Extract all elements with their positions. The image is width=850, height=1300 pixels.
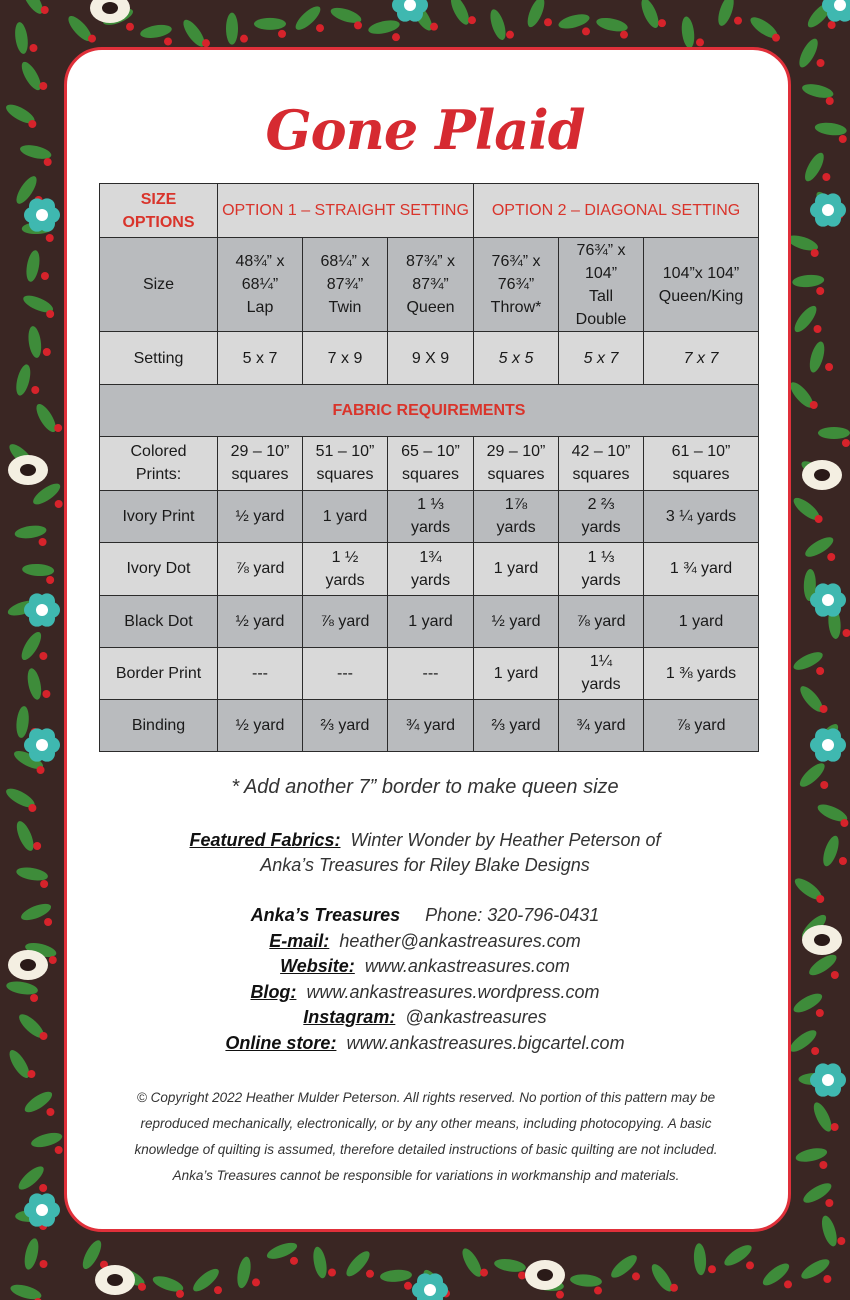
queen-size-footnote: * Add another 7” border to make queen size (231, 776, 619, 798)
flower-center (36, 209, 48, 221)
table-cell: 51 – 10” squares (303, 437, 388, 490)
leaf-shape (226, 13, 238, 45)
berry-dot (55, 1146, 63, 1154)
berry-dot (825, 363, 833, 371)
berry-dot (814, 325, 822, 333)
table-cell: 1 ½ yards (303, 542, 388, 595)
table-row (100, 490, 759, 542)
berry-dot (772, 34, 780, 42)
size-row (100, 238, 759, 332)
table-cell: 1 yard (388, 595, 474, 647)
berry-dot (252, 1278, 260, 1286)
table-cell: ⅞ yard (559, 595, 644, 647)
option-2-header: OPTION 2 – DIAGONAL SETTING (474, 184, 759, 238)
berry-dot (819, 1161, 827, 1169)
berry-dot (734, 17, 742, 25)
berry-dot (480, 1269, 488, 1277)
berry-dot (214, 1286, 222, 1294)
flower-center (822, 594, 834, 606)
berry-dot (328, 1269, 336, 1277)
berry-dot (827, 553, 835, 561)
berry-dot (39, 538, 47, 546)
leaf-shape (254, 18, 286, 30)
berry-dot (837, 1237, 845, 1245)
berry-dot (696, 38, 704, 46)
ivory-flower-center (102, 2, 118, 14)
berry-dot (316, 24, 324, 32)
flower-center (36, 604, 48, 616)
berry-dot (828, 21, 836, 29)
berry-dot (658, 19, 666, 27)
berry-dot (816, 287, 824, 295)
instagram-label: Instagram: (303, 1007, 396, 1027)
berry-dot (55, 500, 63, 508)
berry-dot (278, 30, 286, 38)
table-cell: --- (388, 647, 474, 699)
table-cell: 1 ⅓ yards (559, 542, 644, 595)
table-cell: 29 – 10” squares (474, 437, 559, 490)
ivory-flower-center (107, 1274, 123, 1286)
flower-center (822, 739, 834, 751)
berry-dot (164, 37, 172, 45)
berry-dot (54, 424, 62, 432)
berry-dot (820, 705, 828, 713)
size-cell: 87¾” x 87¾” Queen (388, 238, 474, 332)
berry-dot (556, 1291, 564, 1299)
berry-dot (39, 652, 47, 660)
row-label: Ivory Dot (100, 542, 218, 595)
setting-cell: 7 x 9 (303, 332, 388, 385)
berry-dot (468, 16, 476, 24)
table-cell: 42 – 10” squares (559, 437, 644, 490)
berry-dot (518, 1271, 526, 1279)
berry-dot (632, 1272, 640, 1280)
berry-dot (354, 21, 362, 29)
row-label: Colored Prints: (100, 437, 218, 490)
size-cell: 104”x 104” Queen/King (644, 238, 759, 332)
setting-cell: 5 x 7 (218, 332, 303, 385)
featured-line-1: Winter Wonder by Heather Peterson of (350, 830, 661, 850)
table-cell: ⅔ yard (303, 699, 388, 751)
table-cell: 1 ⅓ yards (388, 490, 474, 542)
flower-center (36, 739, 48, 751)
table-cell: ⅔ yard (474, 699, 559, 751)
phone: Phone: 320-796-0431 (425, 905, 600, 925)
berry-dot (28, 804, 36, 812)
berry-dot (708, 1265, 716, 1273)
berry-dot (27, 1070, 35, 1078)
table-cell: ⅞ yard (303, 595, 388, 647)
table-row (100, 542, 759, 595)
berry-dot (46, 576, 54, 584)
berry-dot (40, 880, 48, 888)
berry-dot (810, 401, 818, 409)
contact-block (0, 903, 850, 1056)
email-link[interactable]: heather@ankastreasures.com (339, 930, 581, 951)
table-cell: 1¼ yards (559, 647, 644, 699)
table-cell: 29 – 10” squares (218, 437, 303, 490)
table-cell: ⅞ yard (218, 542, 303, 595)
row-label: Border Print (100, 647, 218, 699)
flower-center (424, 1284, 436, 1296)
berry-dot (831, 1123, 839, 1131)
table-row (100, 437, 759, 490)
instagram-handle[interactable]: @ankastreasures (405, 1007, 547, 1027)
berry-dot (823, 1275, 831, 1283)
table-cell: ½ yard (218, 490, 303, 542)
store-label: Online store: (225, 1032, 337, 1053)
berry-dot (42, 690, 50, 698)
berry-dot (126, 23, 134, 31)
berry-dot (41, 272, 49, 280)
table-cell: ½ yard (474, 595, 559, 647)
berry-dot (138, 1283, 146, 1291)
table-cell: --- (218, 647, 303, 699)
blog-link[interactable]: www.ankastreasures.wordpress.com (306, 981, 600, 1002)
setting-cell: 9 X 9 (388, 332, 474, 385)
flower-center (822, 1074, 834, 1086)
berry-dot (825, 1199, 833, 1207)
table-cell: 65 – 10” squares (388, 437, 474, 490)
berry-dot (811, 249, 819, 257)
berry-dot (842, 439, 850, 447)
size-cell: 68¼” x 87¾” Twin (303, 238, 388, 332)
berry-dot (404, 1282, 412, 1290)
fabric-requirements-heading: FABRIC REQUIREMENTS (100, 385, 759, 437)
berry-dot (506, 31, 514, 39)
berry-dot (40, 1260, 48, 1268)
size-cell: 48¾” x 68¼” Lap (218, 238, 303, 332)
berry-dot (31, 386, 39, 394)
ivory-flower-center (814, 469, 830, 481)
blog-label: Blog: (250, 981, 297, 1002)
copyright-line: reproduced mechanically, electronically, or by any other means, including photocopying. A basic (140, 1116, 712, 1131)
setting-row (100, 332, 759, 385)
table-cell: 1 yard (303, 490, 388, 542)
berry-dot (37, 766, 45, 774)
table-cell: 3 ¼ yards (644, 490, 759, 542)
email-label: E-mail: (269, 930, 330, 951)
copyright-line: Anka’s Treasures cannot be responsible for variations in workmanship and materials. (172, 1168, 680, 1183)
berry-dot (41, 6, 49, 14)
table-cell: ⅞ yard (644, 699, 759, 751)
fabric-requirements-table (99, 183, 759, 752)
berry-dot (88, 35, 96, 43)
row-label: Black Dot (100, 595, 218, 647)
berry-dot (39, 1184, 47, 1192)
berry-dot (784, 1280, 792, 1288)
berry-dot (366, 1270, 374, 1278)
featured-label: Featured Fabrics: (189, 830, 341, 850)
copyright-line: © Copyright 2022 Heather Mulder Peterson. All rights reserved. No portion of this pattern may be (136, 1090, 716, 1105)
berry-dot (822, 173, 830, 181)
berry-dot (816, 667, 824, 675)
option-1-header: OPTION 1 – STRAIGHT SETTING (218, 184, 474, 238)
berry-dot (620, 31, 628, 39)
berry-dot (240, 35, 248, 43)
berry-dot (290, 1257, 298, 1265)
berry-dot (815, 515, 823, 523)
website-link[interactable]: www.ankastreasures.com (364, 956, 570, 976)
size-cell: 76¾” x 104” Tall Double (559, 238, 644, 332)
leaf-shape (818, 427, 850, 439)
berry-dot (544, 18, 552, 26)
size-options-header: SIZE OPTIONS (100, 184, 218, 238)
table-cell: 1¾ yards (388, 542, 474, 595)
company-name: Anka’s Treasures (250, 905, 401, 925)
fabric-requirements-band (100, 385, 759, 437)
berry-dot (46, 310, 54, 318)
setting-cell: 5 x 7 (559, 332, 644, 385)
copyright-line: knowledge of quilting is assumed, therefore detailed instructions of basic quilting are not included. (134, 1142, 718, 1157)
table-cell: 1 ¾ yard (644, 542, 759, 595)
flower-center (36, 1204, 48, 1216)
table-cell: 61 – 10” squares (644, 437, 759, 490)
row-label: Ivory Print (100, 490, 218, 542)
table-cell: 1 ⅜ yards (644, 647, 759, 699)
table-cell: ¾ yard (559, 699, 644, 751)
berry-dot (746, 1261, 754, 1269)
table-cell: ½ yard (218, 595, 303, 647)
berry-dot (582, 27, 590, 35)
table-cell: 1 yard (644, 595, 759, 647)
berry-dot (43, 348, 51, 356)
size-cell: 76¾” x 76¾” Throw* (474, 238, 559, 332)
ivory-flower-center (537, 1269, 553, 1281)
berry-dot (29, 44, 37, 52)
table-cell: 2 ⅔ yards (559, 490, 644, 542)
table-header-row (100, 184, 759, 238)
berry-dot (46, 1108, 54, 1116)
berry-dot (202, 39, 210, 47)
table-row (100, 699, 759, 751)
website-label: Website: (280, 956, 355, 976)
table-cell: --- (303, 647, 388, 699)
berry-dot (817, 59, 825, 67)
flower-center (822, 204, 834, 216)
page-title: Gone Plaid (265, 98, 585, 162)
berry-dot (46, 234, 54, 242)
featured-line-2: Anka’s Treasures for Riley Blake Designs (260, 855, 590, 875)
table-cell: 1 yard (474, 542, 559, 595)
table-cell: ½ yard (218, 699, 303, 751)
row-label: Setting (100, 332, 218, 385)
setting-cell: 5 x 5 (474, 332, 559, 385)
berry-dot (816, 895, 824, 903)
berry-dot (670, 1284, 678, 1292)
row-label: Size (100, 238, 218, 332)
store-link[interactable]: www.ankastreasures.bigcartel.com (346, 1032, 625, 1053)
berry-dot (176, 1290, 184, 1298)
table-cell: ¾ yard (388, 699, 474, 751)
table-row (100, 647, 759, 699)
berry-dot (430, 23, 438, 31)
featured-fabrics (0, 828, 850, 878)
berry-dot (392, 33, 400, 41)
setting-cell: 7 x 7 (644, 332, 759, 385)
berry-dot (840, 819, 848, 827)
berry-dot (594, 1287, 602, 1295)
ivory-flower-center (20, 464, 36, 476)
copyright-notice (76, 1085, 776, 1189)
table-row (100, 595, 759, 647)
table-cell: 1 yard (474, 647, 559, 699)
table-cell: 1⅞ yards (474, 490, 559, 542)
row-label: Binding (100, 699, 218, 751)
berry-dot (39, 82, 47, 90)
